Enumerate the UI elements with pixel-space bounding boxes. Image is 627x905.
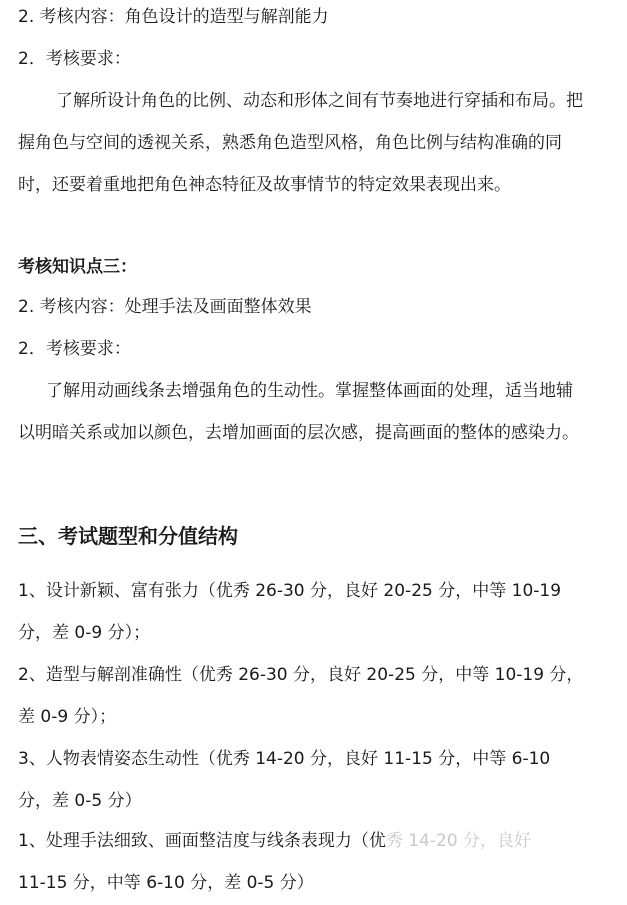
- point2-content: 2. 考核内容：角色设计的造型与解剖能力: [18, 7, 329, 27]
- score-item-partial-text: 1、处理手法细致、画面整洁度与线条表现力（优: [18, 831, 386, 851]
- point2-requirements-label: 2．考核要求：: [18, 49, 131, 69]
- point2-requirements-text: 了解所设计角色的比例、动态和形体之间有节奏地进行穿插和布局。把握角色与空间的透视关系，熟悉角色造型风格，角色比例与结构准确的同时，还要着重地把角色神态特征及故事情节的特定效果表现出来。: [18, 91, 583, 195]
- section-title: 三、考试题型和分值结构: [18, 524, 238, 548]
- score-item-continued: 11-15 分，中等 6-10 分，差 0-5 分）: [18, 873, 314, 893]
- point3-heading: 考核知识点三：: [18, 257, 137, 277]
- score-item: 3、人物表情姿态生动性（优秀 14-20 分，良好 11-15 分，中等 6-10 分，差 0-5 分）: [18, 749, 551, 811]
- score-item-partial: [18, 830, 531, 852]
- score-item-faded-text: 秀 14-20 分，良好: [385, 831, 532, 851]
- score-item: 2、造型与解剖准确性（优秀 26-30 分，良好 20-25 分，中等 10-19 分，差 0-9 分）；: [18, 665, 584, 727]
- point3-requirements-label: 2．考核要求：: [18, 339, 131, 359]
- score-item: 1、设计新颖、富有张力（优秀 26-30 分，良好 20-25 分，中等 10-19 分，差 0-9 分）；: [18, 581, 562, 643]
- point3-content: 2. 考核内容：处理手法及画面整体效果: [18, 297, 312, 317]
- point3-requirements-text: 了解用动画线条去增强角色的生动性。掌握整体画面的处理，适当地辅以明暗关系或加以颜色，去增加画面的层次感，提高画面的整体的感染力。: [18, 381, 579, 443]
